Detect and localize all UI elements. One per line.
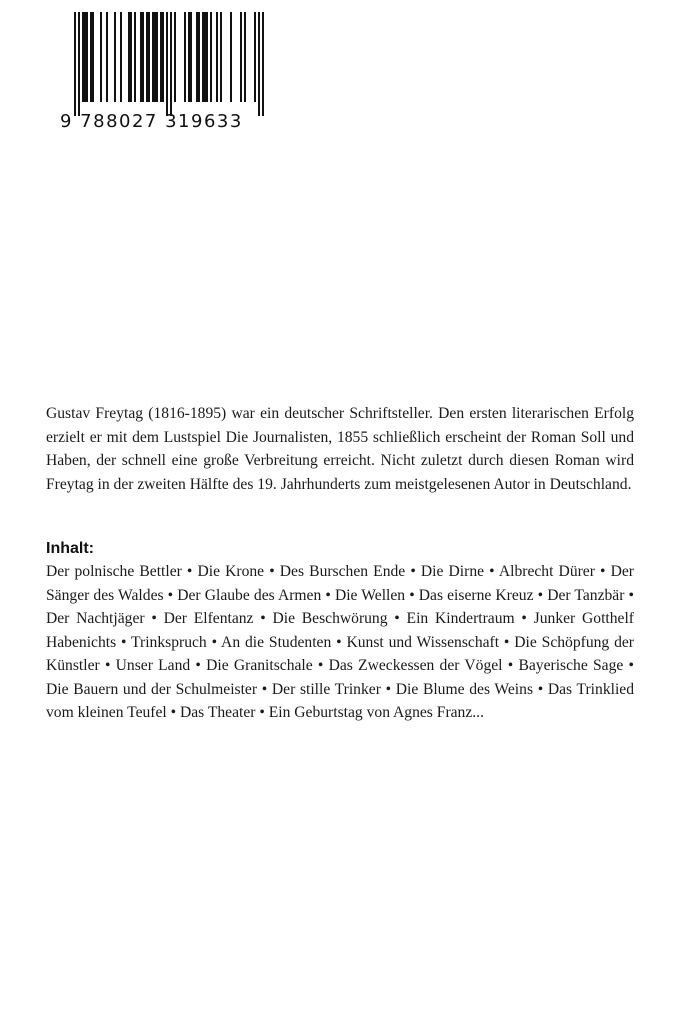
isbn-barcode [60,12,266,132]
barcode-bar [82,12,84,102]
barcode-bar [190,12,192,102]
barcode-bar [210,12,212,102]
barcode-bar [148,12,150,102]
barcode-bar [154,12,156,102]
barcode-guard-bar [74,12,76,116]
barcode-bar [160,12,162,102]
barcode-bar [206,12,208,102]
barcode-bars [60,12,266,116]
barcode-bar [114,12,116,102]
barcode-bar [216,12,218,102]
barcode-bar [120,12,122,102]
contents-list: Der polnische Bettler • Die Krone • Des Burschen Ende • Die Dirne • Albrecht Dürer • Der Sänger des Waldes • Der Glaube des Armen • Die Wellen • Das eiserne Kreuz • Der Tanzbär • Der Nachtjäger • Der Elfentanz • Die Beschwörung • Ein Kindertraum • Junker Gotthelf Habenichts • Trinkspruch • An die Studenten • Kunst und Wissenschaft • Die Schöpfung der Künstler • Unser Land • Die Granitschale • Das Zweckessen der Vögel • Bayerische Sage • Die Bauern und der Schulmeister • Der stille Trinker • Die Blume des Weins • Das Trinklied vom kleinen Teufel • Das Theater • Ein Geburtstag von Agnes Franz... [46,563,634,721]
contents-heading: Inhalt: [46,540,94,557]
barcode-guard-bar [78,12,80,116]
barcode-guard-bar [262,12,264,116]
barcode-bar [92,12,94,102]
barcode-bar [174,12,176,102]
barcode-bar [196,12,198,102]
barcode-bar [184,12,186,102]
barcode-bar [220,12,222,102]
barcode-bar [142,12,144,102]
barcode-bar [244,12,246,102]
barcode-bar [146,12,148,102]
barcode-bar [204,12,206,102]
barcode-bar [152,12,154,102]
barcode-bar [198,12,200,102]
barcode-bar [140,12,142,102]
isbn-number: 9 788027 319633 [60,111,243,132]
barcode-bar [128,12,130,102]
barcode-bar [100,12,102,102]
barcode-bar [240,12,242,102]
barcode-bar [156,12,158,102]
barcode-guard-bar [166,12,168,116]
barcode-bar [162,12,164,102]
barcode-bar [230,12,232,102]
barcode-bar [188,12,190,102]
barcode-bar [254,12,256,102]
barcode-guard-bar [258,12,260,116]
barcode-bar [130,12,132,102]
barcode-bar [106,12,108,102]
barcode-bar [134,12,136,102]
barcode-guard-bar [170,12,172,116]
book-description: Gustav Freytag (1816-1895) war ein deutscher Schriftsteller. Den ersten literarischen Erfolg erzielt er mit dem Lustspiel Die Journalisten, 1855 schließlich erscheint der Roman Soll und Haben, der schnell eine große Verbreitung erreicht. Nicht zuletzt durch diesen Roman wird Freytag in der zweiten Hälfte des 19. Jahrhunderts zum meistgelesenen Autor in Deutschland. [46,405,634,493]
barcode-bar [84,12,86,102]
barcode-bar [90,12,92,102]
barcode-bar [86,12,88,102]
barcode-bar [202,12,204,102]
